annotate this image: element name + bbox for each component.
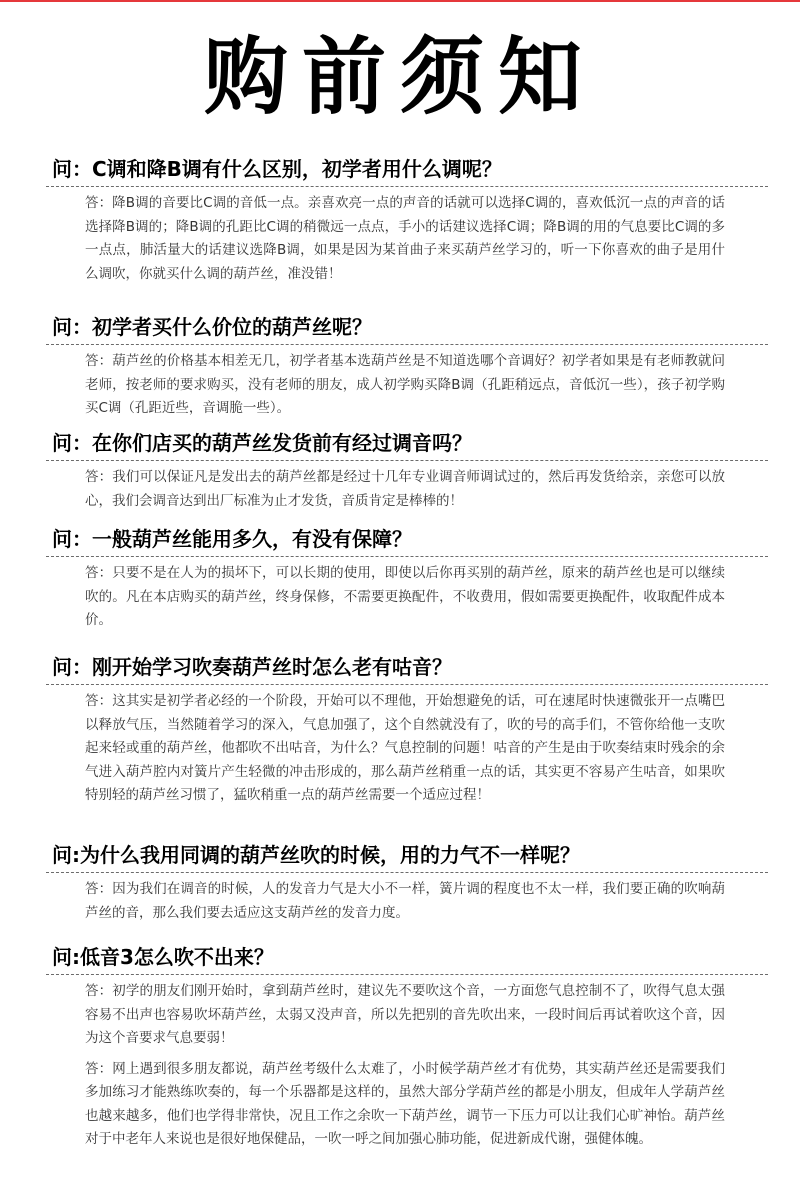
dashed-divider bbox=[46, 186, 768, 187]
dashed-divider bbox=[46, 974, 768, 975]
dashed-divider bbox=[46, 344, 768, 345]
question: 问：在你们店买的葫芦丝发货前有经过调音吗？ bbox=[52, 431, 472, 455]
faq-item bbox=[46, 838, 768, 925]
answer: 答：因为我们在调音的时候，人的发音力气是大小不一样，簧片调的程度也不太一样，我们要正确的吹响葫芦丝的音，那么我们要去适应这支葫芦丝的发音力度。 bbox=[85, 881, 725, 921]
faq-item bbox=[46, 650, 768, 808]
dashed-divider bbox=[46, 556, 768, 557]
answer: 答：降B调的音要比C调的音低一点。亲喜欢亮一点的声音的话就可以选择C调的，喜欢低沉一点的声音的话选择降B调的；降B调的孔距比C调的稍微远一点点，手小的话建议选择C调；降B调的用的气息要比C调的多一点点，肺活量大的话建议选降B调，如果是因为某首曲子来买葫芦丝学习的，听一下你喜欢的曲子是用什么调吹，你就买什么调的葫芦丝，准没错！ bbox=[85, 195, 725, 282]
question: 问：初学者买什么价位的葫芦丝呢？ bbox=[52, 315, 372, 339]
question: 问：一般葫芦丝能用多久，有没有保障？ bbox=[52, 527, 412, 551]
answer: 答：这其实是初学者必经的一个阶段，开始可以不理他，开始想避免的话，可在速尾时快速微张开一点嘴巴以释放气压，当然随着学习的深入，气息加强了，这个自然就没有了，吹的号的高手们，不管你给他一支吹起来轻或重的葫芦丝，他都吹不出咕音，为什么？气息控制的问题！咕音的产生是由于吹奏结束时残余的余气进入葫芦腔内对簧片产生轻微的冲击形成的，那么葫芦丝稍重一点的话，其实更不容易产生咕音，如果吹特别轻的葫芦丝习惯了，猛吹稍重一点的葫芦丝需要一个适应过程！ bbox=[85, 693, 725, 803]
answer: 答：只要不是在人为的损坏下，可以长期的使用，即使以后你再买别的葫芦丝，原来的葫芦丝也是可以继续吹的。凡在本店购买的葫芦丝，终身保修，不需要更换配件，不收费用，假如需要更换配件，收取配件成本价。 bbox=[85, 565, 725, 628]
question: 问:为什么我用同调的葫芦丝吹的时候，用的力气不一样呢？ bbox=[52, 843, 580, 867]
dashed-divider bbox=[46, 684, 768, 685]
page-title: 购前须知 bbox=[203, 28, 596, 126]
question: 问：C调和降B调有什么区别，初学者用什么调呢？ bbox=[52, 157, 502, 181]
question: 问：刚开始学习吹奏葫芦丝时怎么老有咕音？ bbox=[52, 655, 452, 679]
faq-item bbox=[46, 426, 768, 513]
answer: 答：葫芦丝的价格基本相差无几，初学者基本选葫芦丝是不知道选哪个音调好？初学者如果是有老师教就问老师，按老师的要求购买，没有老师的朋友，成人初学购买降B调（孔距稍远点，音低沉一些），孩子初学购买C调（孔距近些，音调脆一些）。 bbox=[85, 353, 725, 416]
faq-item bbox=[46, 310, 768, 421]
answer: 答：网上遇到很多朋友都说，葫芦丝考级什么太难了，小时候学葫芦丝才有优势，其实葫芦丝还是需要我们多加练习才能熟练吹奏的，每一个乐器都是这样的，虽然大部分学葫芦丝的都是小朋友，但成年人学葫芦丝也越来越多，他们也学得非常快，况且工作之余吹一下葫芦丝，调节一下压力可以让我们心旷神怡。葫芦丝对于中老年人来说也是很好地保健品，一吹一呼之间加强心肺功能，促进新成代谢，强健体魄。 bbox=[85, 1060, 725, 1147]
question: 问:低音3怎么吹不出来？ bbox=[52, 945, 274, 969]
top-accent-line bbox=[0, 0, 800, 2]
dashed-divider bbox=[46, 872, 768, 873]
faq-item bbox=[46, 522, 768, 633]
faq-item bbox=[46, 152, 768, 286]
dashed-divider bbox=[46, 460, 768, 461]
faq-item bbox=[46, 940, 768, 1152]
answer: 答：初学的朋友们刚开始时，拿到葫芦丝时，建议先不要吹这个音，一方面您气息控制不了，吹得气息太强容易不出声也容易吹坏葫芦丝，太弱又没声音，所以先把别的音先吹出来，一段时间后再试着吹这个音，因为这个音要求气息要弱！ bbox=[85, 983, 725, 1046]
answer: 答：我们可以保证凡是发出去的葫芦丝都是经过十几年专业调音师调试过的，然后再发货给亲，亲您可以放心，我们会调音达到出厂标准为止才发货，音质肯定是棒棒的！ bbox=[85, 469, 725, 509]
